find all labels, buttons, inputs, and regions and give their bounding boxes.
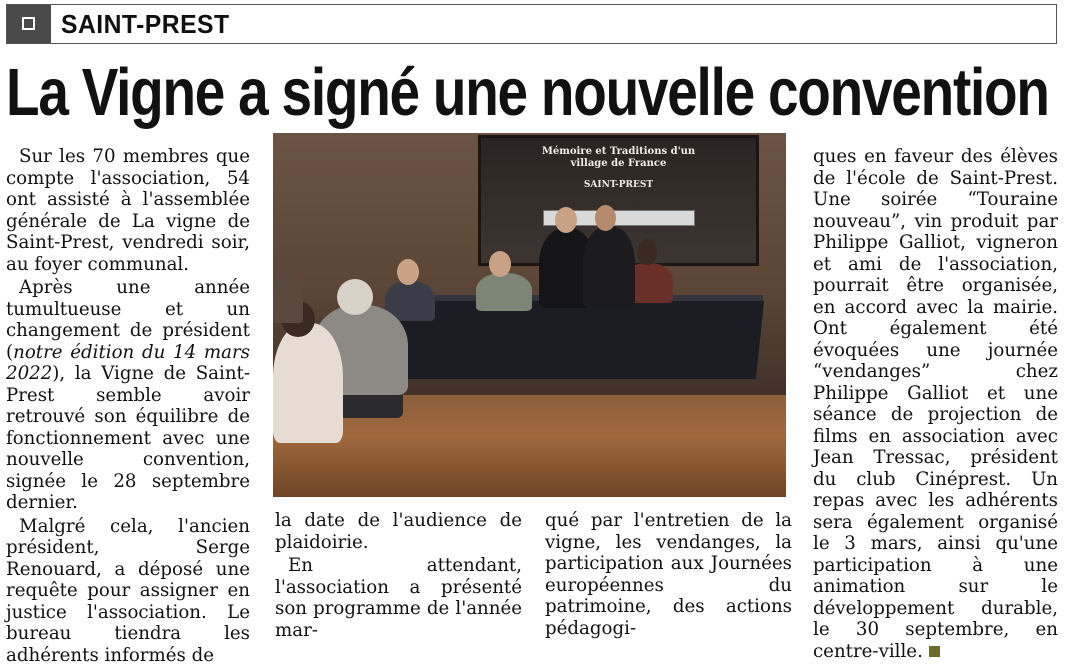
panel-table <box>394 301 764 379</box>
section-kicker <box>6 4 1057 44</box>
kicker-box <box>7 5 51 43</box>
article-column-1 <box>6 146 250 666</box>
paragraph: Sur les 70 membres que compte l'association, 54 ont assisté à l'assemblée générale de La vigne de Saint-Prest, vendredi soir, au foyer communal. <box>6 146 250 275</box>
projection-screen: Mémoire et Traditions d'un village de France SAINT-PREST <box>478 135 759 266</box>
paragraph: la date de l'audience de plaidoirie. <box>275 510 522 553</box>
paragraph: qué par l'entretien de la vigne, les vendanges, la participation aux Journées européennes du patrimoine, des actions pédagogi- <box>545 510 792 639</box>
paragraph: Après une année tumultueuse et un changement de président (notre édition du 14 mars 2022), la Vigne de Saint-Prest semble avoir retrouvé son équilibre de fonctionnement avec une nouvelle convention, signée le 28 septembre dernier. <box>6 277 250 514</box>
headline: La Vigne a signé une nouvelle convention <box>6 52 875 134</box>
paragraph: En attendant, l'association a présenté son programme de l'année mar- <box>275 555 522 641</box>
section-label: SAINT-PREST <box>61 8 230 40</box>
article-column-3 <box>545 510 792 639</box>
square-icon <box>22 17 35 30</box>
paragraph: ques en faveur des élèves de l'école de Saint-Prest. Une soirée “Touraine nouveau”, vin produit par Philippe Galliot, vigneron et ami de l'association, pourrait être organisée, en accord avec la mairie. Ont également été évoquées une journée “vendanges” chez Philippe Galliot et une séance de projection de films en association avec Jean Tressac, président du club Cinéprest. Un repas avec les adhérents sera également organisé le 3 mars, ainsi qu'une participation à une animation sur le développement durable, le 30 septembre, en centre-ville. <box>813 146 1058 662</box>
end-of-article-icon <box>929 646 940 657</box>
paragraph: Malgré cela, l'ancien président, Serge Renouard, a déposé une requête pour assigner en justice l'association. Le bureau tiendra les adhérents informés de <box>6 516 250 666</box>
article-column-2 <box>275 510 522 641</box>
article-photo <box>273 133 786 497</box>
article-column-4 <box>813 146 1058 662</box>
